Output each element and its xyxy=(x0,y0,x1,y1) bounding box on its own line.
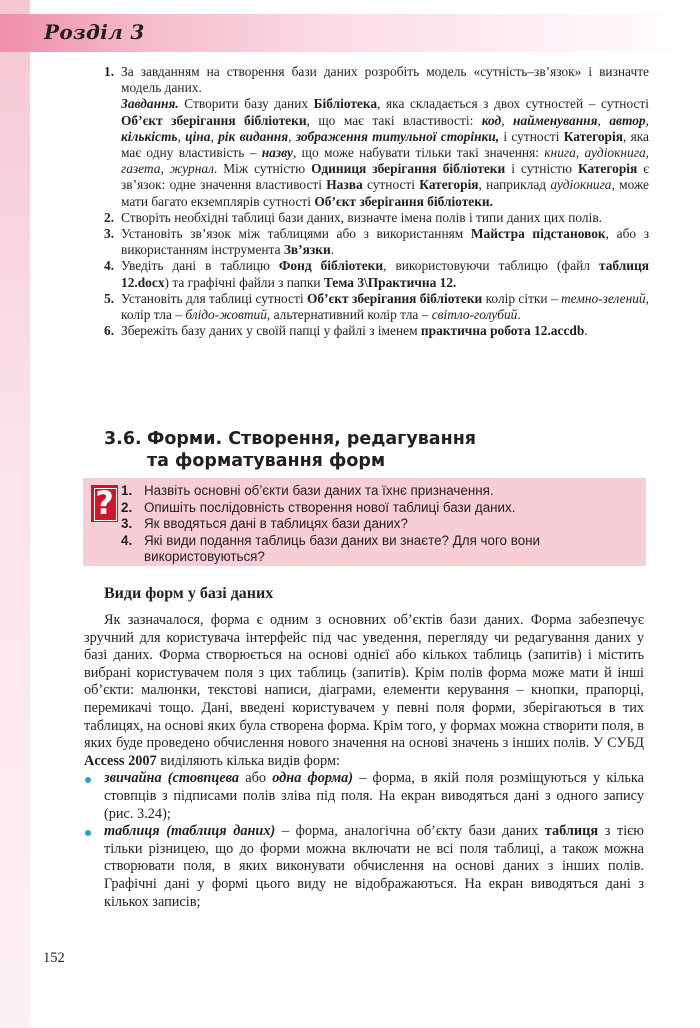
task-number: 1. xyxy=(104,64,115,79)
task-item-6: 6. Збережіть базу даних у своїй папці у файлі з іменем практична робота 12.accdb. xyxy=(104,323,588,339)
practical-task-list xyxy=(104,64,649,339)
question-item: 4. Які види подання таблиць бази даних ви знаєте? Для чого вони використовуються? xyxy=(121,532,541,564)
page-side-strip xyxy=(0,0,30,1028)
section-number: 3.6. xyxy=(104,429,142,449)
task-number: 2. xyxy=(104,209,115,225)
body-text xyxy=(84,612,644,911)
chapter-label: Розділ 3 xyxy=(44,20,145,44)
task-item-1: 1. За завданням на створення бази даних розробіть модель «сутність–зв’язок» і визначте модель даних. Завдання. Створити базу даних Бібліотека, яка складається з двох сутностей – сутності Об’єкт зберігання бібліотеки, що має такі властивості: код, найменування, автор, кількість, ціна, рік видання, зображення титульної сторінки, і сутності Категорія, яка має одну властивість – назву, що може набувати тільки такі значення: книга, аудіокнига, газета, журнал. Між сутністю Одиниця зберігання бібліотеки і сутністю Категорія є зв’язок: одне значення властивості Назва сутності Категорія, наприклад аудіокнига, може мати багато екземплярів сутності Об’єкт зберігання бібліотеки. xyxy=(104,64,650,209)
section-title-line-1: Форми. Створення, редагування xyxy=(147,429,477,449)
question-item: 1. Назвіть основні об’єкти бази даних та їхнє призначення. xyxy=(121,483,494,498)
review-questions-box xyxy=(83,478,646,566)
section-title-line-2: та форматування форм xyxy=(147,451,386,471)
list-item: звичайна (стовпцева або одна форма) – форма, в якій поля розміщуються у кілька стовпців з підписами полів зліва під поля. На екран виводяться дані з одного запису (рис. 3.24); xyxy=(84,770,644,823)
question-item: 2. Опишіть послідовність створення нової таблиці бази даних. xyxy=(121,499,516,515)
page-number: 152 xyxy=(43,950,65,966)
task-number: 3. xyxy=(104,226,115,242)
task-item-3: 3. Установіть зв’язок між таблицями або з використанням Майстра підстановок, або з використанням інструмента Зв’язки. xyxy=(104,226,649,258)
question-item: 3. Як вводяться дані в таблицях бази даних? xyxy=(121,516,408,531)
subheading: Види форм у базі даних xyxy=(104,585,274,602)
paragraph: Як зазначалося, форма є одним з основних об’єктів бази даних. Форма забезпечує зручний для користувача інтерфейс під час уведення, перегляду чи редагування даних у базі даних. Форма створюється на основі однієї або кількох таблиць (запитів) і містить вибрані користувачем поля з цих таблиць (запитів). Крім полів форма може мати й інші об’єкти: малюнки, текстові написи, діаграми, елементи керування – кнопки, прапорці, перемикачі тощо. Дані, введені користувачем у певні поля форми, зберігаються в тих таблицях, на основі яких була створена форма. Крім того, у формах можна створити поля, в яких буде проведено обчислення нового значення на основі значень з інших полів. У СУБД Access 2007 виділяють кілька видів форм: xyxy=(84,612,644,769)
review-questions-list xyxy=(121,483,641,566)
list-item: таблиця (таблиця даних) – форма, аналогічна об’єкту бази даних таблиця з тією тільки різницею, що до форми можна включати не всі поля таблиці, а також можна створювати поля, в яких виконувати обчислення на основі даних з інших полів. Графічні дані у формі цього виду не відображаються. На екран виводяться дані з кількох записів; xyxy=(84,823,644,911)
task-item-4: 4. Уведіть дані в таблицю Фонд бібліотеки, використовуючи таблицю (файл таблиця 12.docx) та графічні файли з папки Тема 3\Практична 12. xyxy=(104,258,649,290)
task-number: 6. xyxy=(104,323,115,339)
task-item-2: 2. Створіть необхідні таблиці бази даних, визначте імена полів і типи даних цих полів. xyxy=(104,209,602,225)
question-mark-icon: ? xyxy=(91,485,118,522)
task-item-5: 5. Установіть для таблиці сутності Об’єкт зберігання бібліотеки колір сітки – темно-зелений, колір тла – блідо-жовтий, альтернативний колір тла – світло-голубий. xyxy=(104,290,649,323)
task-number: 5. xyxy=(104,290,115,306)
bullet-dot-icon xyxy=(85,830,91,836)
task-number: 4. xyxy=(104,258,115,274)
bullet-dot-icon xyxy=(85,777,91,783)
